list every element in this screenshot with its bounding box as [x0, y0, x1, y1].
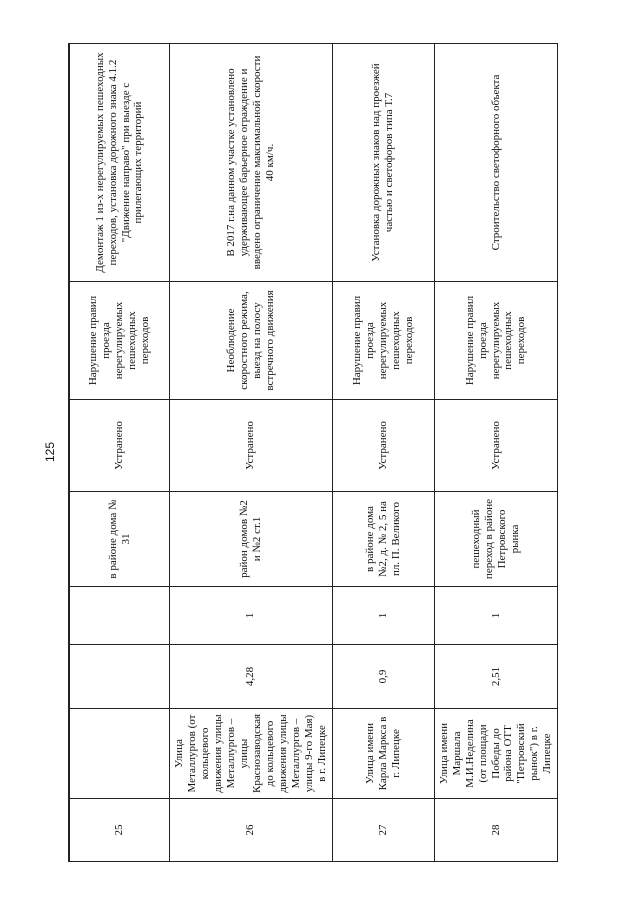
- row-number: 25: [70, 799, 170, 862]
- row-number: 26: [170, 799, 333, 862]
- measures-cell: В 2017 г.на данном участке установлено удерживающее барьерное ограждение и введено ограничение максимальной скорости 40 км/ч.: [170, 44, 333, 282]
- page-number: 125: [43, 441, 57, 463]
- location-cell: пешеходный переход в районе Петровского рынка: [434, 492, 558, 587]
- status-cell: Устранено: [434, 400, 558, 492]
- length-cell: 4,28: [170, 645, 333, 709]
- status-cell: Устранено: [170, 400, 333, 492]
- violation-cell: Нарушение правил проезда нерегулируемых пешеходных переходов: [332, 282, 434, 400]
- violation-cell: Нарушение правил проезда нерегулируемых пешеходных переходов: [70, 282, 170, 400]
- violation-cell: Нарушение правил проезда нерегулируемых пешеходных переходов: [434, 282, 558, 400]
- status-cell: Устранено: [332, 400, 434, 492]
- street-cell: [70, 709, 170, 799]
- table-row: [70, 44, 170, 862]
- table-row: [332, 44, 434, 862]
- location-cell: в районе дома № 31: [70, 492, 170, 587]
- length-cell: [70, 645, 170, 709]
- incident-table: [68, 43, 558, 862]
- count-cell: [70, 587, 170, 645]
- table-container: [68, 44, 554, 862]
- length-cell: 0,9: [332, 645, 434, 709]
- status-cell: Устранено: [70, 400, 170, 492]
- row-number: 28: [434, 799, 558, 862]
- measures-cell: Демонтаж 1 из-х нерегулируемых пешеходных переходов, установка дорожного знака 4.1.2 "Движение направо" при выезде с прилегающих территорий: [70, 44, 170, 282]
- count-cell: 1: [170, 587, 333, 645]
- measures-cell: Строительство светофорного объекта: [434, 44, 558, 282]
- location-cell: в районе дома №2, д. № 2, 5 на пл. П. Великого: [332, 492, 434, 587]
- street-cell: Улица имени Карла Маркса в г. Липецке: [332, 709, 434, 799]
- street-cell: Улица Металлургов (от кольцевого движения улицы Металлургов – улицы Краснозаводская до кольцевого движения улицы Металлургов – улицы 9-го Мая) в г. Липецке: [170, 709, 333, 799]
- row-number: 27: [332, 799, 434, 862]
- location-cell: район домов №2 и №2 ст.1: [170, 492, 333, 587]
- street-cell: Улица имени Маршала М.И.Неделина (от площади Победы до района ОТТ "Петровский рынок") в г. Липецке: [434, 709, 558, 799]
- table-row: [434, 44, 558, 862]
- length-cell: 2,51: [434, 645, 558, 709]
- measures-cell: Установка дорожных знаков над проезжей частью и светофоров типа Т.7: [332, 44, 434, 282]
- table-row: [170, 44, 333, 862]
- count-cell: 1: [332, 587, 434, 645]
- violation-cell: Необлюдение скоростного режима, выезд на полосу встречного движения: [170, 282, 333, 400]
- count-cell: 1: [434, 587, 558, 645]
